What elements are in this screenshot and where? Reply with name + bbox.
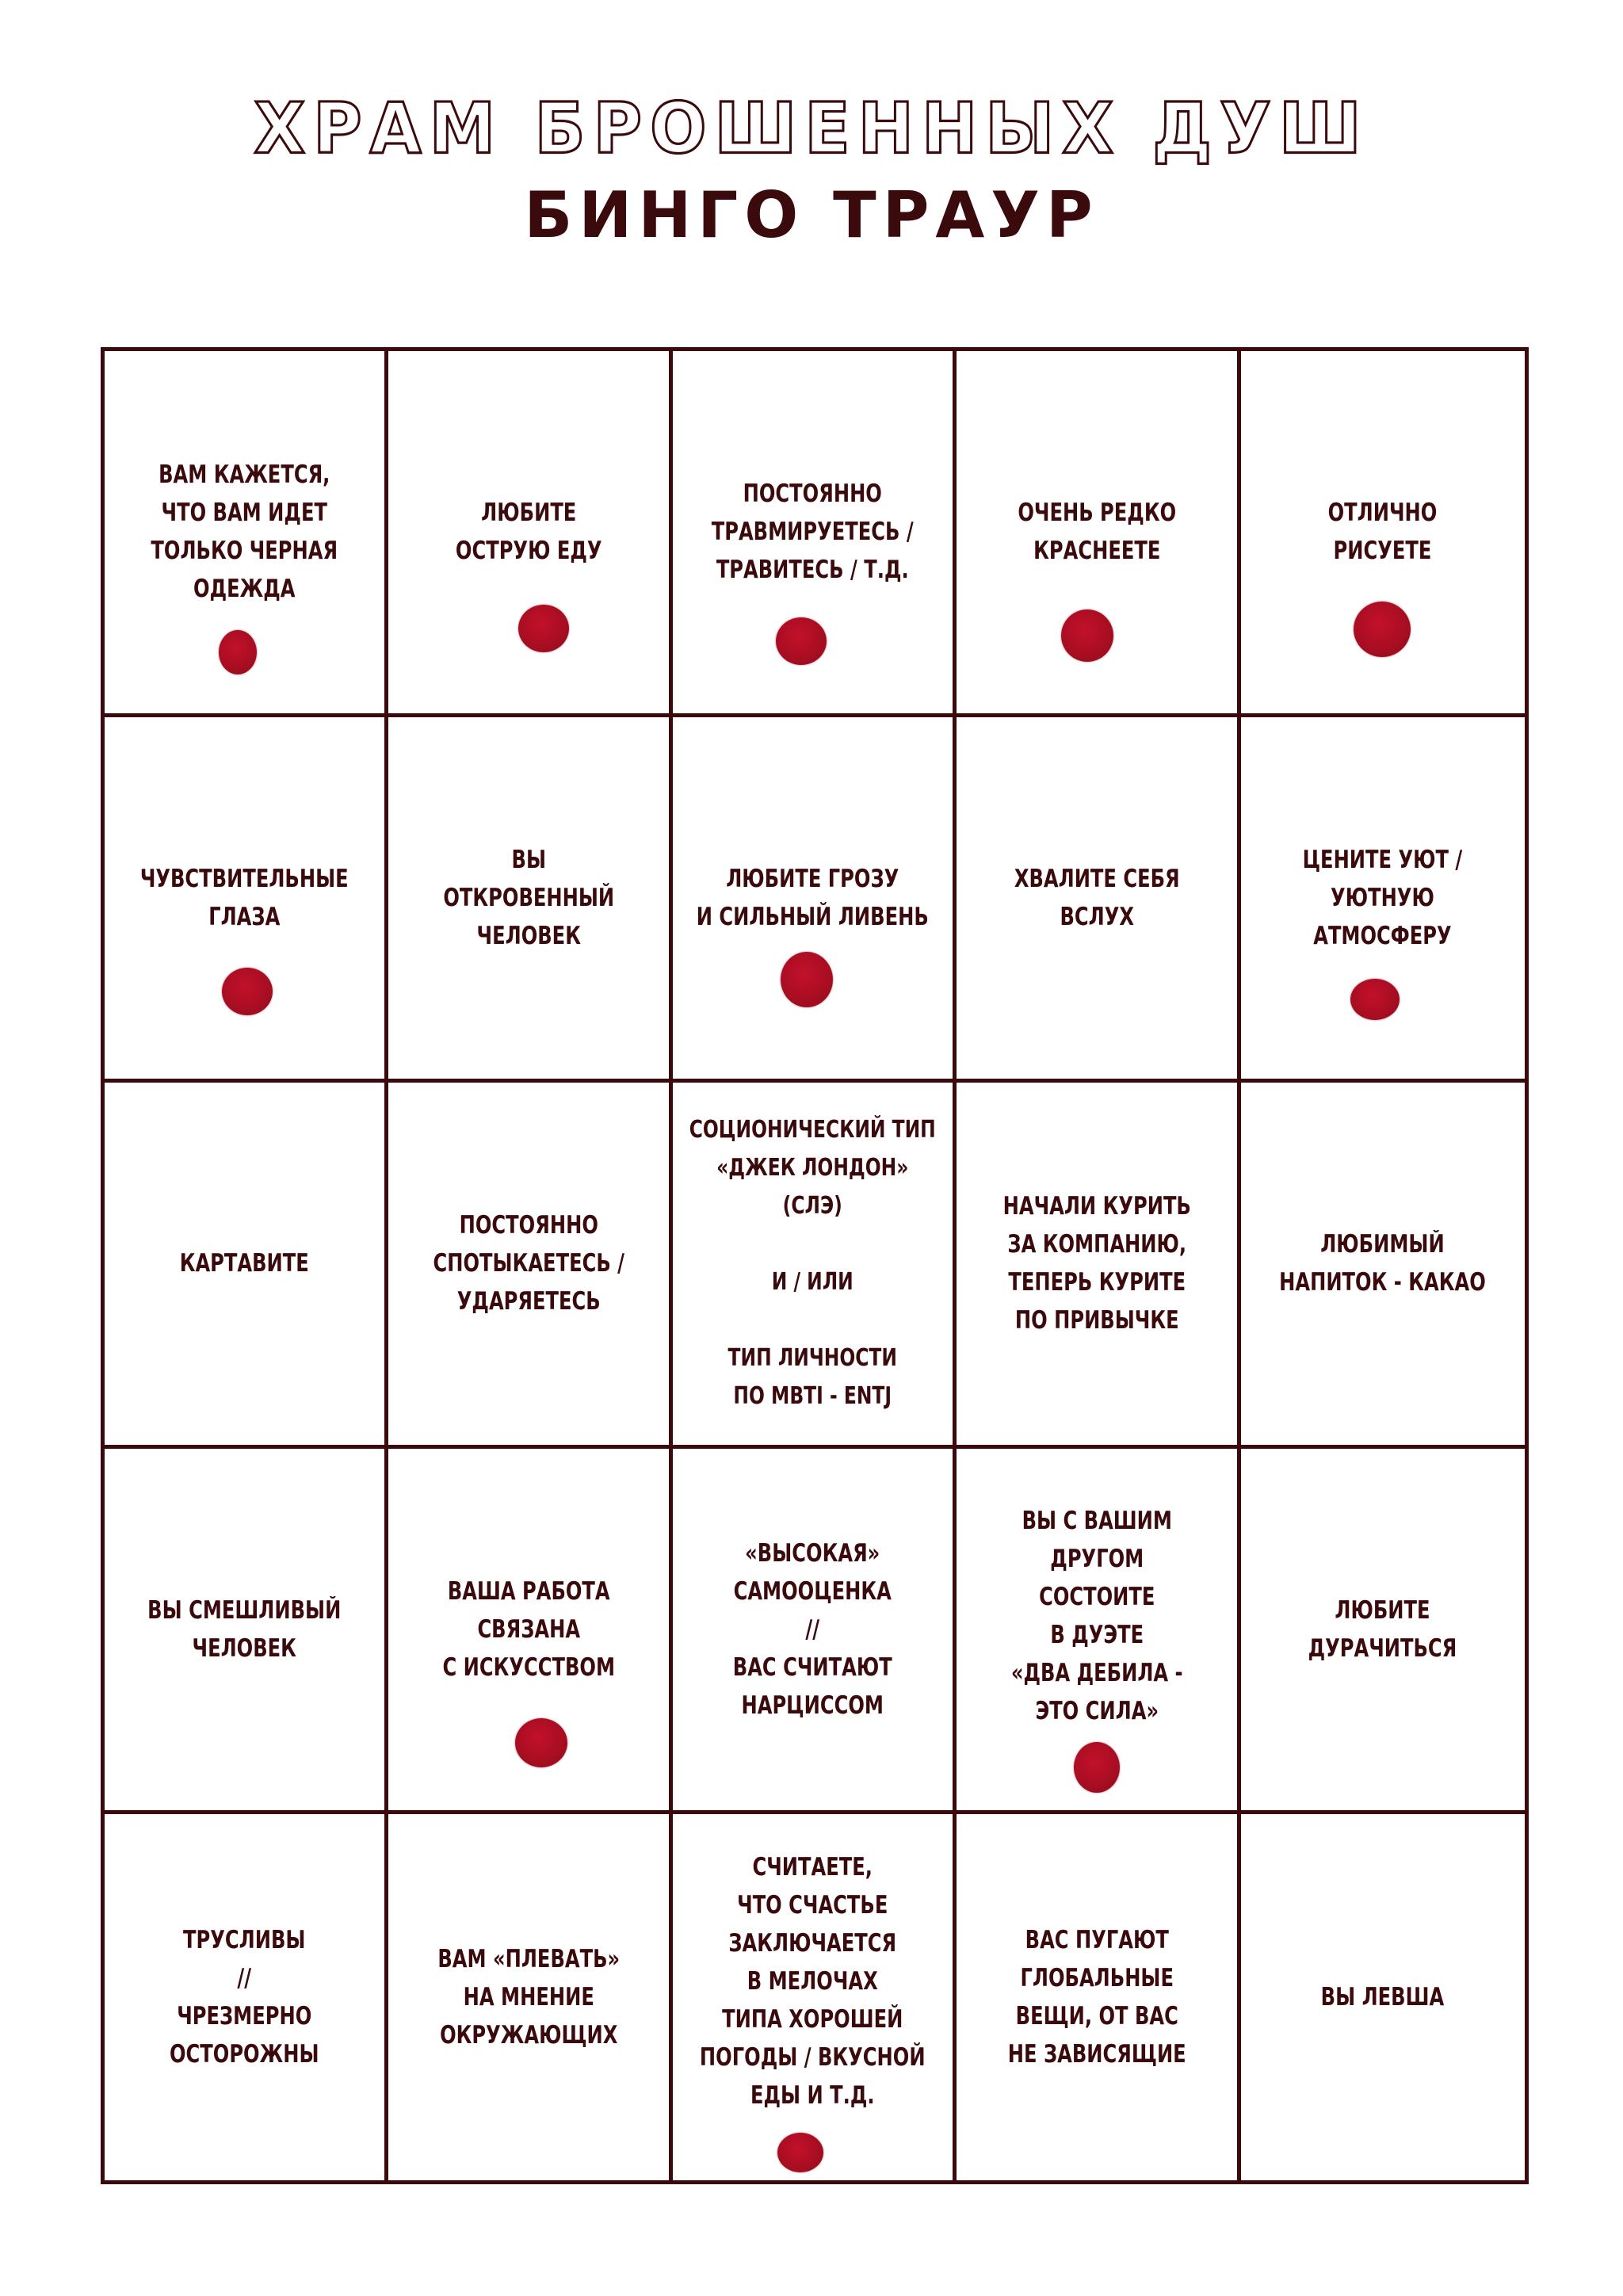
blood-drop-mark <box>1074 1742 1120 1793</box>
bingo-grid <box>101 347 1529 2184</box>
blood-drop-mark <box>1350 979 1400 1020</box>
bingo-cell-text: СОЦИОНИЧЕСКИЙ ТИП «ДЖЕК ЛОНДОН» (СЛЭ) И / ИЛИ ТИП ЛИЧНОСТИ ПО MBTI - ENTJ <box>689 1116 937 1411</box>
bingo-cell[interactable] <box>388 717 672 1083</box>
bingo-cell-text: ВАМ КАЖЕТСЯ, ЧТО ВАМ ИДЕТ ТОЛЬКО ЧЕРНАЯ ОДЕЖДА <box>151 460 338 604</box>
bingo-cell-text: ВЫ СМЕШЛИВЫЙ ЧЕЛОВЕК <box>147 1596 342 1664</box>
bingo-cell-text: ОТЛИЧНО РИСУЕТЕ <box>1327 499 1438 566</box>
blood-drop-mark <box>781 952 833 1007</box>
blood-drop-mark <box>518 605 569 652</box>
bingo-cell[interactable] <box>388 351 672 717</box>
bingo-cell[interactable] <box>957 1083 1240 1449</box>
bingo-cell-text: ОЧЕНЬ РЕДКО КРАСНЕЕТЕ <box>1017 499 1176 566</box>
bingo-cell-text: КАРТАВИТЕ <box>180 1249 310 1278</box>
blood-drop-mark <box>515 1718 567 1767</box>
bingo-cell[interactable] <box>105 1814 388 2180</box>
bingo-cell[interactable] <box>957 717 1240 1083</box>
bingo-cell[interactable] <box>1241 1449 1525 1815</box>
bingo-cell-text: ЛЮБИТЕ ГРОЗУ И СИЛЬНЫЙ ЛИВЕНЬ <box>696 864 930 931</box>
bingo-cell-text: ВАША РАБОТА СВЯЗАНА С ИСКУССТВОМ <box>442 1577 615 1683</box>
page-title: ХРАМ БРОШЕННЫХ ДУШ <box>254 87 1369 170</box>
bingo-cell-text: ВЫ ЛЕВША <box>1321 1983 1445 2012</box>
bingo-cell[interactable] <box>105 717 388 1083</box>
bingo-cell-text: ВАМ «ПЛЕВАТЬ» НА МНЕНИЕ ОКРУЖАЮЩИХ <box>437 1945 620 2050</box>
bingo-cell-text: «ВЫСОКАЯ» САМООЦЕНКА // ВАС СЧИТАЮТ НАРЦИССОМ <box>733 1539 892 1721</box>
bingo-cell[interactable] <box>1241 1814 1525 2180</box>
bingo-cell-text: ЛЮБИТЕ ДУРАЧИТЬСЯ <box>1308 1596 1457 1664</box>
bingo-cell[interactable] <box>1241 717 1525 1083</box>
bingo-cell-text: ВАС ПУГАЮТ ГЛОБАЛЬНЫЕ ВЕЩИ, ОТ ВАС НЕ ЗАВИСЯЩИЕ <box>1007 1926 1186 2069</box>
bingo-cell[interactable] <box>673 717 957 1083</box>
bingo-cell-text: ВЫ С ВАШИМ ДРУГОМ СОСТОИТЕ В ДУЭТЕ «ДВА ДЕБИЛА - ЭТО СИЛА» <box>1010 1507 1183 1726</box>
bingo-cell[interactable] <box>673 351 957 717</box>
blood-drop-mark <box>219 630 257 674</box>
bingo-cell-text: ЛЮБИМЫЙ НАПИТОК - КАКАО <box>1279 1230 1487 1297</box>
bingo-cell-text: ЧУВСТВИТЕЛЬНЫЕ ГЛАЗА <box>140 864 349 931</box>
bingo-cell-text: НАЧАЛИ КУРИТЬ ЗА КОМПАНИЮ, ТЕПЕРЬ КУРИТЕ ПО ПРИВЫЧКЕ <box>1002 1192 1191 1335</box>
bingo-cell[interactable] <box>388 1083 672 1449</box>
bingo-cell-text: ВЫ ОТКРОВЕННЫЙ ЧЕЛОВЕК <box>443 845 615 950</box>
bingo-cell[interactable] <box>957 351 1240 717</box>
blood-drop-mark <box>1061 609 1113 662</box>
bingo-cell-text: ЦЕНИТЕ УЮТ / УЮТНУЮ АТМОСФЕРУ <box>1302 845 1463 950</box>
bingo-cell-text: ПОСТОЯННО ТРАВМИРУЕТЕСЬ / ТРАВИТЕСЬ / Т.Д. <box>712 479 914 585</box>
page-subtitle: БИНГО ТРАУР <box>524 178 1099 252</box>
bingo-cell-text: ХВАЛИТЕ СЕБЯ ВСЛУХ <box>1014 864 1180 931</box>
bingo-cell[interactable] <box>673 1083 957 1449</box>
bingo-cell-text: ЛЮБИТЕ ОСТРУЮ ЕДУ <box>455 499 602 566</box>
bingo-cell-text: СЧИТАЕТЕ, ЧТО СЧАСТЬЕ ЗАКЛЮЧАЕТСЯ В МЕЛОЧАХ ТИПА ХОРОШЕЙ ПОГОДЫ / ВКУСНОЙ ЕДЫ И Т.Д. <box>700 1853 926 2111</box>
blood-drop-mark <box>222 968 273 1015</box>
blood-drop-mark <box>776 617 827 665</box>
bingo-cell[interactable] <box>957 1449 1240 1815</box>
blood-drop-mark <box>1354 602 1411 657</box>
bingo-cell[interactable] <box>105 351 388 717</box>
bingo-cell[interactable] <box>105 1449 388 1815</box>
bingo-cell[interactable] <box>1241 1083 1525 1449</box>
bingo-cell[interactable] <box>1241 351 1525 717</box>
bingo-cell[interactable] <box>388 1449 672 1815</box>
bingo-cell-text: ПОСТОЯННО СПОТЫКАЕТЕСЬ / УДАРЯЕТЕСЬ <box>433 1211 624 1316</box>
bingo-cell[interactable] <box>388 1814 672 2180</box>
bingo-cell-text: ТРУСЛИВЫ // ЧРЕЗМЕРНО ОСТОРОЖНЫ <box>170 1926 319 2069</box>
bingo-cell[interactable] <box>105 1083 388 1449</box>
bingo-cell[interactable] <box>673 1449 957 1815</box>
blood-drop-mark <box>777 2133 823 2172</box>
bingo-cell[interactable] <box>957 1814 1240 2180</box>
bingo-cell[interactable] <box>673 1814 957 2180</box>
